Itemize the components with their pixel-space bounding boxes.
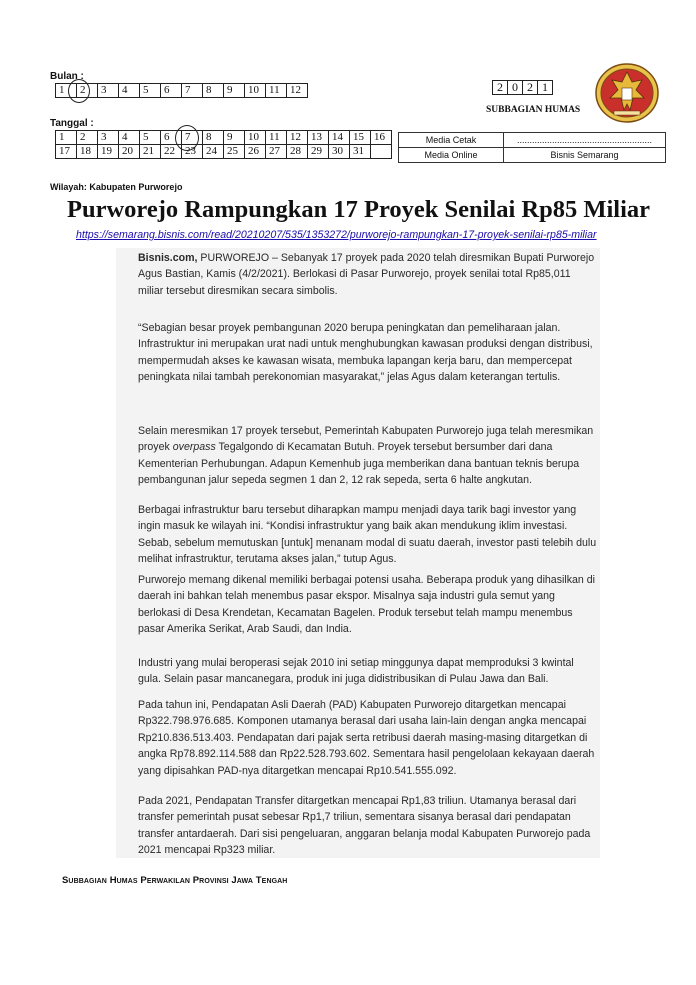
bulan-cell: 8 bbox=[203, 84, 224, 98]
bulan-cell: 9 bbox=[224, 84, 245, 98]
article-source: Bisnis.com, bbox=[138, 252, 198, 264]
bulan-grid bbox=[55, 83, 308, 98]
tanggal-cell: 4 bbox=[119, 131, 140, 145]
year-digit-cell: 1 bbox=[538, 81, 553, 95]
tanggal-cell: 26 bbox=[245, 145, 266, 159]
tanggal-cell: 11 bbox=[266, 131, 287, 145]
media-cetak-value: ...................................................... bbox=[504, 133, 666, 148]
year-digit-cell: 0 bbox=[508, 81, 523, 95]
media-table bbox=[398, 132, 666, 163]
garuda-emblem-icon bbox=[594, 62, 660, 124]
media-online-label: Media Online bbox=[399, 148, 504, 163]
tanggal-cell: 2 bbox=[77, 131, 98, 145]
org-name: SUBBAGIAN HUMAS bbox=[486, 105, 581, 115]
tanggal-cell: 18 bbox=[77, 145, 98, 159]
media-cetak-label: Media Cetak bbox=[399, 133, 504, 148]
tanggal-cell: 19 bbox=[98, 145, 119, 159]
bulan-cell: 6 bbox=[161, 84, 182, 98]
tanggal-cell: 6 bbox=[161, 131, 182, 145]
tanggal-cell: 29 bbox=[308, 145, 329, 159]
article-paragraph-3: Selain meresmikan 17 proyek tersebut, Pemerintah Kabupaten Purworejo juga telah meresmikan proyek overpass Tegalgondo di Kecamatan Butuh. Proyek tersebut bersumber dari dana Kementerian Perhubungan. Adapun Kemenhub juga memberikan dana bantuan teknis berupa pembangunan jalur sepeda segmen 1 dan 2, 12 rak sepeda, serta 6 halte angkutan. bbox=[138, 425, 594, 487]
tanggal-cell: 5 bbox=[140, 131, 161, 145]
tanggal-cell: 10 bbox=[245, 131, 266, 145]
tanggal-cell bbox=[371, 145, 392, 159]
tanggal-cell: 30 bbox=[329, 145, 350, 159]
article-paragraph-6: Industri yang mulai beroperasi sejak 2010 ini setiap minggunya dapat memproduksi 3 kwintal gula. Selain pasar mancanegara, produk ini juga didistribusikan di Pulau Jawa dan Bali. bbox=[138, 657, 574, 686]
tanggal-cell: 22 bbox=[161, 145, 182, 159]
year-digit-cell: 2 bbox=[523, 81, 538, 95]
bulan-selected-circle bbox=[68, 79, 90, 103]
article-title: Purworejo Rampungkan 17 Proyek Senilai Rp85 Miliar bbox=[67, 196, 651, 223]
tanggal-cell: 20 bbox=[119, 145, 140, 159]
year-grid bbox=[492, 80, 553, 95]
bulan-cell: 3 bbox=[98, 84, 119, 98]
tanggal-label: Tanggal : bbox=[50, 118, 94, 129]
article-paragraph-8: Pada 2021, Pendapatan Transfer ditargetkan mencapai Rp1,83 triliun. Utamanya berasal dari transfer pemerintah pusat sebesar Rp1,7 triliun, sementara sisanya berasal dari pendapatan transfer antardaerah. Dari sisi pengeluaran, anggaran belanja modal Kabupaten Purworejo pada 2021 mencapai Rp323 miliar. bbox=[138, 795, 591, 857]
bulan-cell: 10 bbox=[245, 84, 266, 98]
tanggal-cell: 28 bbox=[287, 145, 308, 159]
bulan-cell: 11 bbox=[266, 84, 287, 98]
tanggal-cell: 24 bbox=[203, 145, 224, 159]
media-online-value: Bisnis Semarang bbox=[504, 148, 666, 163]
tanggal-cell: 7 bbox=[182, 131, 203, 145]
tanggal-cell: 12 bbox=[287, 131, 308, 145]
bulan-cell: 2 bbox=[77, 84, 98, 98]
bulan-cell: 4 bbox=[119, 84, 140, 98]
tanggal-cell: 13 bbox=[308, 131, 329, 145]
wilayah-label: Wilayah: Kabupaten Purworejo bbox=[50, 182, 183, 192]
tanggal-cell: 15 bbox=[350, 131, 371, 145]
article-paragraph-5: Purworejo memang dikenal memiliki berbagai potensi usaha. Beberapa produk yang dihasilkan di daerah ini bahkan telah menembus pasar ekspor. Misalnya saja industri gula semut yang berlokasi di Desa Krendetan, Kecamatan Bagelen. Produk tersebut telah mampu menembus pasar Amerika Serikat, Arab Saudi, dan India. bbox=[138, 574, 595, 636]
tanggal-cell: 27 bbox=[266, 145, 287, 159]
tanggal-cell: 23 bbox=[182, 145, 203, 159]
tanggal-grid bbox=[55, 130, 392, 159]
tanggal-cell: 14 bbox=[329, 131, 350, 145]
tanggal-selected-circle bbox=[175, 125, 199, 151]
tanggal-cell: 21 bbox=[140, 145, 161, 159]
footer-text: Subbagian Humas Perwakilan Provinsi Jawa Tengah bbox=[62, 875, 288, 886]
tanggal-cell: 25 bbox=[224, 145, 245, 159]
bulan-cell: 5 bbox=[140, 84, 161, 98]
bulan-cell: 7 bbox=[182, 84, 203, 98]
article-paragraph-1: Bisnis.com, PURWOREJO – Sebanyak 17 proyek pada 2020 telah diresmikan Bupati Purworejo Agus Bastian, Kamis (4/2/2021). Berlokasi di Pasar Purworejo, proyek senilai total Rp85,011 miliar tersebut diresmikan secara simbolis. bbox=[138, 252, 595, 297]
tanggal-cell: 3 bbox=[98, 131, 119, 145]
tanggal-cell: 17 bbox=[56, 145, 77, 159]
article-paragraph-4: Berbagai infrastruktur baru tersebut diharapkan mampu menjadi daya tarik bagi investor yang ingin masuk ke wilayah ini. “Kondisi infrastruktur yang baik akan mendukung iklim investasi. Sebab, sebelum memutuskan [untuk] menanam modal di suatu daerah, investor pasti telebih dulu melihat infrastruktur, terutama akses jalan,” tutup Agus. bbox=[138, 504, 597, 566]
bulan-cell: 12 bbox=[287, 84, 308, 98]
tanggal-cell: 16 bbox=[371, 131, 392, 145]
year-digit-cell: 2 bbox=[493, 81, 508, 95]
article-url-link[interactable]: https://semarang.bisnis.com/read/20210207/535/1353272/purworejo-rampungkan-17-proyek-senilai-rp85-miliar bbox=[76, 229, 597, 241]
article-paragraph-7: Pada tahun ini, Pendapatan Asli Daerah (PAD) Kabupaten Purworejo ditargetkan mencapai Rp322.798.976.685. Komponen utamanya berasal dari usaha lain-lain dengan angka mencapai Rp210.836.513.403. Pendapatan dari pajak serta retribusi daerah masing-masing ditargetkan di angka Rp78.892.114.588 dan Rp22.528.793.602. Sementara hasil pengelolaan kekayaan daerah yang dipisahkan PAD-nya ditargetkan mencapai Rp10.541.555.092. bbox=[138, 699, 595, 777]
tanggal-cell: 1 bbox=[56, 131, 77, 145]
tanggal-cell: 8 bbox=[203, 131, 224, 145]
bulan-cell: 1 bbox=[56, 84, 77, 98]
bulan-label: Bulan : bbox=[50, 71, 84, 82]
tanggal-cell: 31 bbox=[350, 145, 371, 159]
article-paragraph-2: “Sebagian besar proyek pembangunan 2020 berupa peningkatan dan pemeliharaan jalan. Infrastruktur ini merupakan urat nadi untuk menghubungkan kawasan produksi dengan distribusi, mempermudah akses ke kawasan wisata, membuka lapangan kerja baru, dan mempercepat peningkata nilai tambah perekonomian masyarakat,” jelas Agus dalam keterangan tertulis. bbox=[138, 322, 593, 384]
tanggal-cell: 9 bbox=[224, 131, 245, 145]
